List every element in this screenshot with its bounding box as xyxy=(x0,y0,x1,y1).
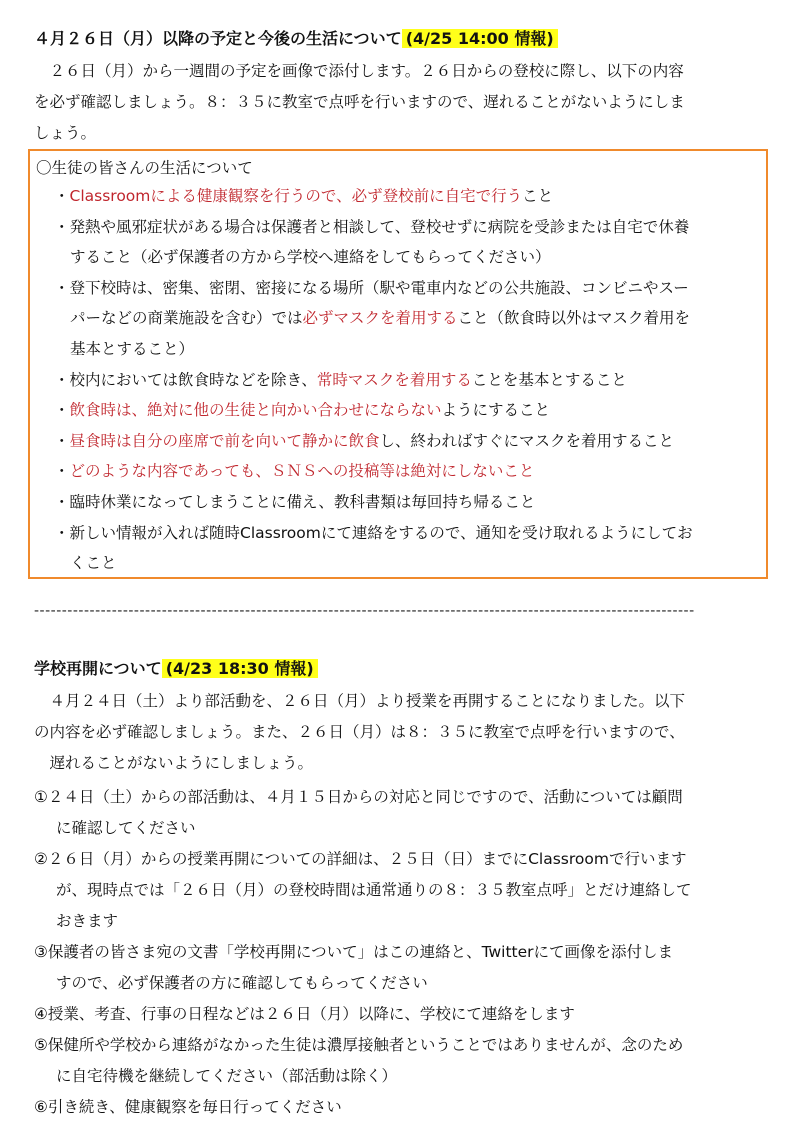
section1-heading xyxy=(34,26,558,52)
item-line: ⑥引き続き、健康観察を毎日行ってください xyxy=(34,1098,342,1116)
rule-emphasis: 昼食時は自分の座席で前を向いて静かに飲食 xyxy=(69,431,380,450)
rule-emphasis: Classroomによる健康観察を行うので、必ず登校前に自宅で行う xyxy=(69,187,523,205)
rule-line: くこと xyxy=(70,554,117,573)
rule-line: ・飲食時は、絶対に他の生徒と向かい合わせにならないようにすること xyxy=(54,401,551,420)
student-life-rules xyxy=(54,181,766,579)
section2-intro-line: の内容を必ず確認しましょう。また、２６日（月）は８：３５に教室で点呼を行いますので、 xyxy=(34,723,685,741)
item-line: に確認してください xyxy=(56,819,196,837)
rule-line: ・昼食時は自分の座席で前を向いて静かに飲食し、終わればすぐにマスクを着用すること xyxy=(54,431,675,450)
reopening-item xyxy=(34,782,774,844)
rule-line: ・発熱や風邪症状がある場合は保護者と相談して、登校せずに病院を受診または自宅で休養 xyxy=(54,217,690,236)
rule-line: ・どのような内容であっても、ＳＮＳへの投稿等は絶対にしないこと xyxy=(54,462,535,481)
rule-item xyxy=(54,518,766,579)
item-line: が、現時点では「２６日（月）の登校時間は通常通りの８：３５教室点呼」とだけ連絡して xyxy=(56,881,692,899)
rule-emphasis: 常時マスクを着用する xyxy=(316,370,472,389)
reopening-item xyxy=(34,937,774,999)
rule-emphasis: 必ずマスクを着用する xyxy=(302,309,458,328)
rule-item xyxy=(54,212,766,273)
item-line: ①２４日（土）からの部活動は、４月１５日からの対応と同じですので、活動については顧問 xyxy=(34,788,683,806)
rule-item xyxy=(54,456,766,487)
reopening-item xyxy=(34,1092,774,1123)
item-line: ②２６日（月）からの授業再開についての詳細は、２５日（日）までにClassroomで行います xyxy=(34,850,687,868)
rule-item xyxy=(54,426,766,457)
section1-intro-line: ２６日（月）から一週間の予定を画像で添付します。２６日からの登校に際し、以下の内容 xyxy=(49,62,684,80)
section2-update-badge: (4/23 18:30 情報) xyxy=(162,659,318,678)
rule-item xyxy=(54,395,766,426)
section1-intro-line: しょう。 xyxy=(34,124,97,142)
rule-line: ・Classroomによる健康観察を行うので、必ず登校前に自宅で行うこと xyxy=(54,187,554,205)
rule-line: ・校内においては飲食時などを除き、常時マスクを着用することを基本とすること xyxy=(54,370,627,389)
reopening-item xyxy=(34,999,774,1030)
item-line: ④授業、考査、行事の日程などは２６日（月）以降に、学校にて連絡をします xyxy=(34,1005,575,1023)
rule-item xyxy=(54,181,766,212)
rule-item xyxy=(54,487,766,518)
item-line: に自宅待機を継続してください（部活動は除く） xyxy=(56,1067,398,1085)
reopening-items xyxy=(34,782,774,1123)
section2-heading xyxy=(34,656,318,682)
section2-intro-line: 遅れることがないようにしましょう。 xyxy=(49,754,314,772)
rule-line: パーなどの商業施設を含む）では必ずマスクを着用すること（飲食時以外はマスク着用を xyxy=(70,309,691,328)
rule-line: ・登下校時は、密集、密閉、密接になる場所（駅や電車内などの公共施設、コンビニやスー xyxy=(54,278,689,297)
item-line: ③保護者の皆さま宛の文書「学校再開について」はこの連絡と、Twitterにて画像を添付しま xyxy=(34,943,674,961)
item-line: すので、必ず保護者の方に確認してもらってください xyxy=(56,974,428,992)
rule-line: ・臨時休業になってしまうことに備え、教科書類は毎回持ち帰ること xyxy=(54,492,536,511)
reopening-item xyxy=(34,1030,774,1092)
rule-item xyxy=(54,365,766,396)
section-divider: ----------------------------------------------------------------------------------------------------------------------- xyxy=(34,604,695,618)
rule-line: ・新しい情報が入れば随時Classroomにて連絡をするので、通知を受け取れるようにしてお xyxy=(54,523,693,542)
rule-emphasis: 飲食時は、絶対に他の生徒と向かい合わせにならない xyxy=(69,401,442,420)
reopening-item xyxy=(34,844,774,937)
section2-title: 学校再開について xyxy=(34,659,162,678)
section2-intro-line: ４月２４日（土）より部活動を、２６日（月）より授業を再開することになりました。以下 xyxy=(49,692,686,710)
student-life-box-title: 〇生徒の皆さんの生活について xyxy=(36,159,253,177)
item-line: おきます xyxy=(56,912,119,930)
rule-emphasis: どのような内容であっても、ＳＮＳへの投稿等は絶対にしないこと xyxy=(69,462,535,481)
section1-update-badge: (4/25 14:00 情報) xyxy=(402,29,558,48)
section1-intro-line: を必ず確認しましょう。８：３５に教室で点呼を行いますので、遅れることがないようにしま xyxy=(34,93,685,111)
rule-line: すること（必ず保護者の方から学校へ連絡をしてもらってください） xyxy=(70,248,551,267)
rule-line: 基本とすること） xyxy=(70,339,195,358)
item-line: ⑤保健所や学校から連絡がなかった生徒は濃厚接触者ということではありませんが、念のため xyxy=(34,1036,684,1054)
section2-intro xyxy=(34,686,774,779)
student-life-box xyxy=(28,149,768,579)
section1-title: ４月２６日（月）以降の予定と今後の生活について xyxy=(34,29,402,48)
section1-intro xyxy=(34,56,774,149)
rule-item xyxy=(54,273,766,365)
